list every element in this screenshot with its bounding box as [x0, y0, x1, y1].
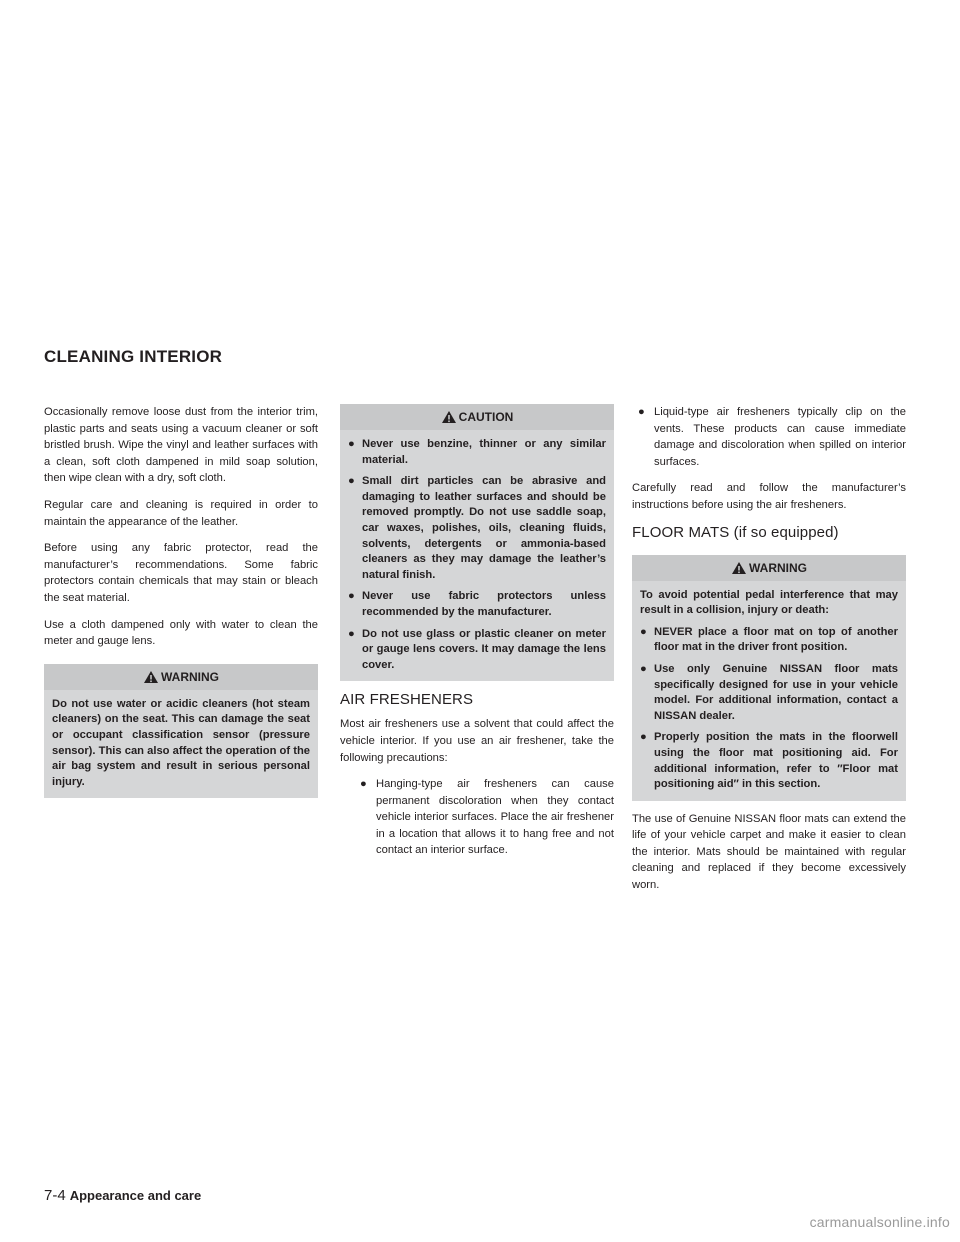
warning-intro: To avoid potential pedal interference that may result in a collision, injury or death: [640, 588, 898, 617]
bullet: ● [360, 778, 367, 791]
caution-label: CAUTION [458, 410, 514, 424]
floor-mats-warning-box [632, 555, 906, 801]
paragraph: The use of Genuine NISSAN floor mats can extend the life of your vehicle carpet and make it easier to clean the interior. Mats should be maintained with regular cleaning and replaced if they become excessively worn. [632, 812, 906, 892]
air-fresheners-list [340, 776, 614, 859]
warning-header [632, 555, 906, 581]
caution-item-text: Never use fabric protectors unless recommended by the manufacturer. [362, 590, 606, 618]
warning-item-text: NEVER place a floor mat on top of another floor mat in the driver front position. [654, 625, 898, 654]
warning-box [44, 664, 318, 799]
list-item-text: Liquid-type air fresheners typically clip on the vents. These products can cause immediate damage and discoloration when spilled on interior surfaces. [654, 406, 906, 468]
footer-section-title: Appearance and care [69, 1188, 202, 1203]
paragraph: Carefully read and follow the manufacturer’s instructions before using the air fresheners. [632, 482, 906, 511]
air-fresheners-intro: Most air fresheners use a solvent that could affect the vehicle interior. If you use an air freshener, take the following precautions: [340, 718, 614, 764]
warning-item-text: Use only Genuine NISSAN floor mats specifically designed for use in your vehicle model. For additional information, contact a NISSAN dealer. [654, 662, 898, 722]
page-number: 7-4 [44, 1187, 66, 1204]
list-item [340, 776, 614, 859]
warning-list [640, 625, 898, 793]
floor-mats-heading: FLOOR MATS (if so equipped) [632, 523, 839, 541]
paragraph: Use a cloth dampened only with water to clean the meter and gauge lens. [44, 618, 318, 648]
section-title: CLEANING INTERIOR [44, 347, 223, 366]
caution-item [348, 474, 606, 583]
caution-body [340, 430, 614, 681]
caution-list [348, 437, 606, 673]
warning-item [640, 730, 898, 792]
air-fresheners-heading: AIR FRESHENERS [340, 691, 474, 709]
paragraph: Occasionally remove loose dust from the interior trim, plastic parts and seats using a vacuum cleaner or soft bristled brush. Wipe the vinyl and leather surfaces with a clean, soft cloth dampened in mild soap solution, then wipe clean with a dry, soft cloth. [44, 406, 318, 485]
warning-triangle-icon [143, 670, 159, 684]
caution-item-text: Do not use glass or plastic cleaner on meter or gauge lens covers. It may damage the lens cover. [362, 627, 606, 671]
column-3 [632, 404, 906, 904]
caution-item [348, 589, 606, 620]
paragraph: Regular care and cleaning is required in order to maintain the appearance of the leather. [44, 498, 318, 528]
paragraph: Before using any fabric protector, read the manufacturer’s recommendations. Some fabric protectors contain chemicals that may stain or bleach the seat material. [44, 542, 318, 604]
air-fresheners-list-continued [632, 404, 906, 470]
warning-label: WARNING [161, 669, 219, 684]
caution-item [348, 437, 606, 468]
column-1 [44, 404, 318, 808]
column-2 [340, 404, 614, 869]
warning-text: Do not use water or acidic cleaners (hot steam cleaners) on the seat. This can damage the seat or occupant classification sensor (pressure sensor). This can also affect the operation of the air bag system and result in serious personal injury. [52, 697, 310, 788]
bullet: ● [348, 627, 355, 640]
caution-box [340, 404, 614, 681]
warning-item [640, 662, 898, 724]
page-footer [44, 1187, 201, 1204]
bullet: ● [348, 590, 355, 603]
list-item [632, 404, 906, 470]
warning-label: WARNING [749, 560, 807, 575]
bullet: ● [640, 625, 647, 638]
bullet: ● [348, 438, 355, 450]
list-item-text: Hanging-type air fresheners can cause permanent discoloration when they contact vehicle interior surfaces. Place the air freshener in a location that allows it to hang free and not contact an interior surface. [376, 778, 614, 857]
warning-header [44, 664, 318, 690]
bullet: ● [638, 406, 645, 418]
caution-header [340, 404, 614, 430]
bullet: ● [640, 731, 647, 744]
watermark-text: carmanualsonline.info [809, 1214, 950, 1230]
caution-triangle-icon [441, 410, 457, 424]
bullet: ● [348, 475, 355, 488]
caution-item [348, 627, 606, 674]
caution-item-text: Small dirt particles can be abrasive and damaging to leather surfaces and should be removed promptly. Do not use saddle soap, car waxes, polishes, oils, cleaning fluids, solvents, detergents or ammonia-based cleaners as they may damage the leather’s natural finish. [362, 475, 606, 581]
warning-triangle-icon [731, 561, 747, 575]
bullet: ● [640, 662, 647, 675]
warning-item [640, 625, 898, 656]
warning-item-text: Properly position the mats in the floorwell using the floor mat positioning aid. For additional information, refer to ″Floor mat positioning aid″ in this section. [654, 731, 898, 791]
warning-body [632, 581, 906, 801]
caution-item-text: Never use benzine, thinner or any similar material. [362, 438, 606, 466]
